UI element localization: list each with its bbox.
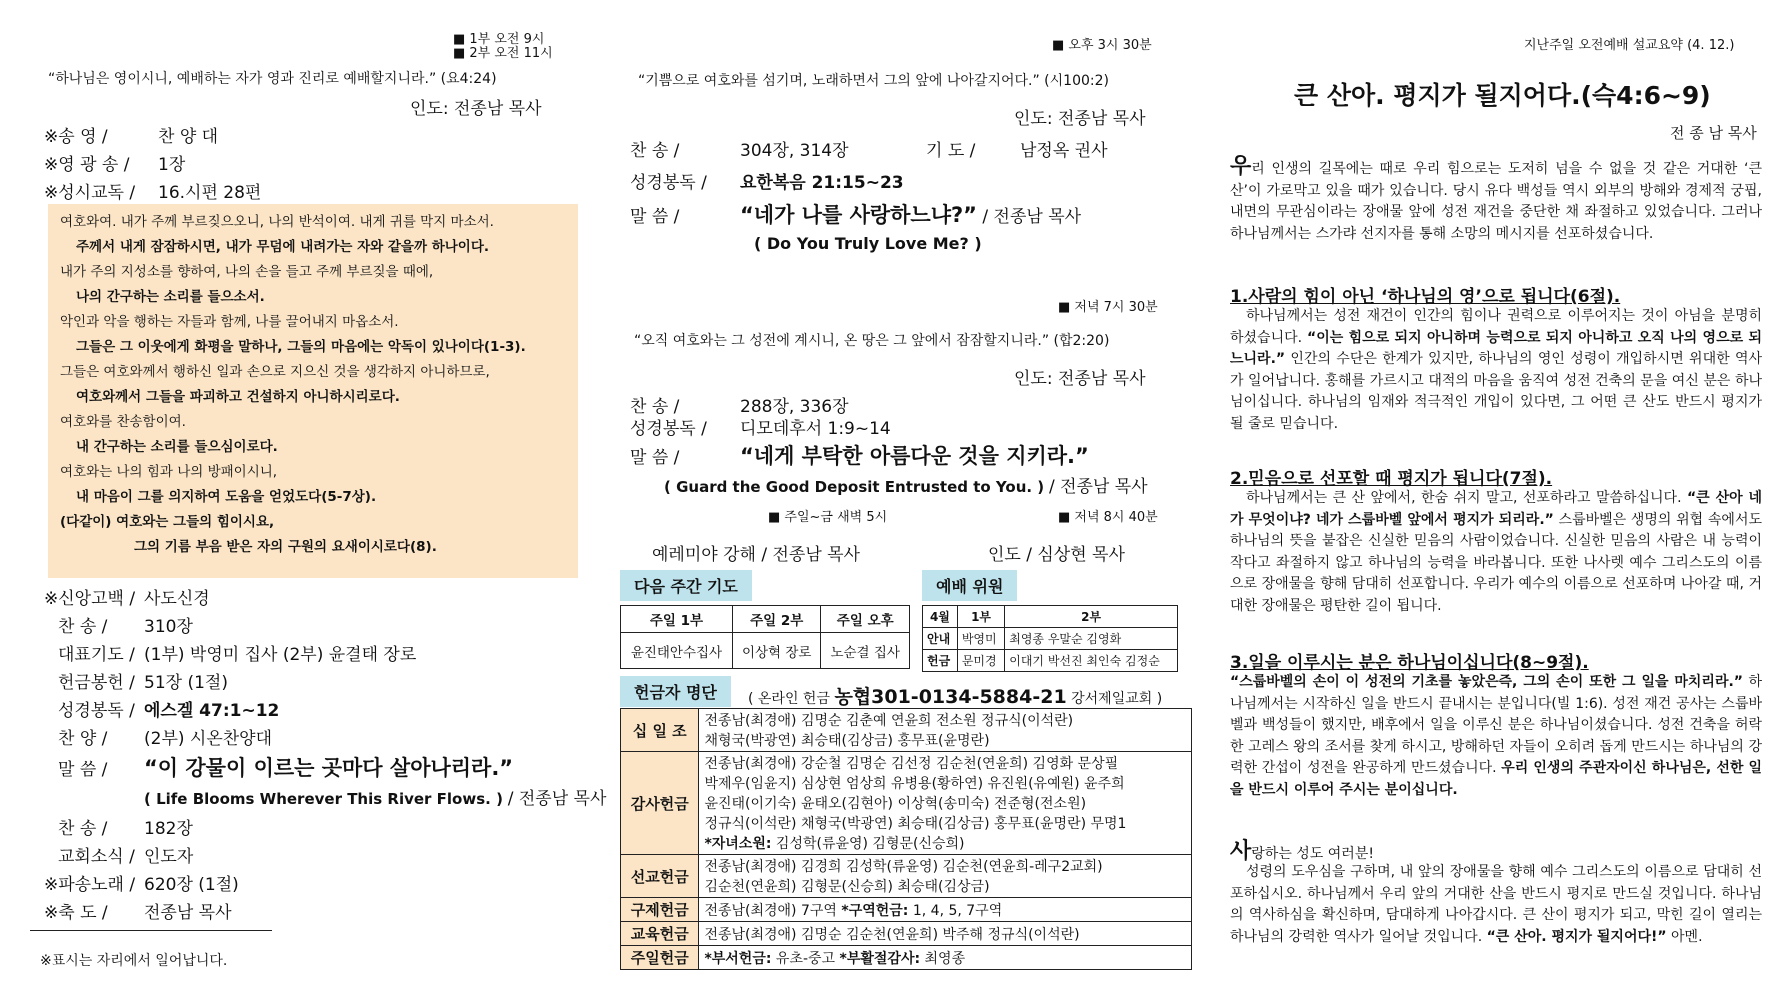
offering-names: 전종남(최경애) 김명순 김춘예 연윤희 전소원 정규식(이석란) 채형국(박광연) 최승태(김상금) 홍무표(윤명란) xyxy=(699,709,1192,752)
offering-names: 전종남(최경애) 7구역 *구역헌금: 1, 4, 5, 7구역 xyxy=(699,898,1192,922)
afternoon-evening-column xyxy=(600,0,1190,1002)
afternoon-scripture: 성경봉독 / 요한복음 21:15~23 xyxy=(630,173,904,193)
table-row xyxy=(621,922,1192,946)
table-row xyxy=(621,898,1192,922)
footnote: ※표시는 자리에서 일어납니다. xyxy=(40,953,228,969)
table-cell: 문미경 xyxy=(957,650,1004,672)
table-header: 주일 1부 xyxy=(621,606,733,633)
summary-section-2-title: 2.믿음으로 선포할 때 평지가 됩니다(7절). xyxy=(1230,469,1553,489)
table-header: 2부 xyxy=(1005,606,1178,628)
table-header: 주일 2부 xyxy=(732,606,821,633)
table-row xyxy=(621,633,910,669)
morning-item-closing-hymn: 찬 송 / 182장 xyxy=(58,819,193,839)
psalm-line: (다같이) 여호와는 그들의 힘이시요, xyxy=(60,514,275,530)
night-time: ■ 저녁 8시 40분 xyxy=(1058,510,1158,525)
morning-item-sending-song: ※파송노래 / 620장 (1절) xyxy=(44,875,239,895)
offering-type: 교육헌금 xyxy=(621,922,699,946)
table-cell: 윤진태안수집사 xyxy=(621,633,733,669)
afternoon-sermon-preacher: / 전종남 목사 xyxy=(982,207,1082,227)
bank-account: 농협301-0134-5884-21 xyxy=(834,686,1067,708)
afternoon-leader: 인도: 전종남 목사 xyxy=(1014,109,1146,129)
evening-sermon-english: ( Guard the Good Deposit Entrusted to You. ) xyxy=(664,478,1045,496)
offering-type: 주일헌금 xyxy=(621,946,699,970)
offering-names: 전종남(최경애) 강순철 김명순 김선정 김순천(연윤희) 김영화 문상필 박제우(임윤지) 심상현 엄상희 유병용(황하연) 유진원(유예원) 윤주희 윤진태(이기숙) 윤태오(김현아) 이상혁(송미숙) 전준형(전소원) 정규식(이석란) 채형국(박광연) 최승태(김상금) 홍무표(윤명란) 무명1 *자녀소원: 김성학(류윤영) 김형문(신승희) xyxy=(699,752,1192,855)
psalm-line: 여호와는 나의 힘과 나의 방패이시니, xyxy=(60,464,278,480)
offering-type: 감사헌금 xyxy=(621,752,699,855)
evening-call-verse: “오직 여호와는 그 성전에 계시니, 온 땅은 그 앞에서 잠잠할지니라.” (합2:20) xyxy=(634,333,1110,349)
morning-item-creed: ※신앙고백 / 사도신경 xyxy=(44,589,210,609)
morning-item-scripture: 성경봉독 / 에스겔 47:1~12 xyxy=(58,701,280,721)
table-cell: 안내 xyxy=(923,628,958,650)
table-row xyxy=(621,946,1192,970)
night-service: 인도 / 심상현 목사 xyxy=(988,545,1125,565)
psalm-line: 여호와를 찬송함이여. xyxy=(60,414,186,430)
morning-item-offering: 헌금봉헌 / 51장 (1절) xyxy=(58,673,228,693)
morning-sermon-english: ( Life Blooms Wherever This River Flows. ) xyxy=(144,790,503,808)
table-header: 1부 xyxy=(957,606,1004,628)
summary-title: 큰 산아. 평지가 될지어다.(슥4:6~9) xyxy=(1294,81,1711,110)
dawn-time: ■ 주일~금 새벽 5시 xyxy=(768,510,888,525)
psalm-line: 나의 간구하는 소리를 들으소서. xyxy=(76,289,265,305)
summary-outro-body: 성령의 도우심을 구하며, 내 앞의 장애물을 향해 예수 그리스도의 이름으로 담대히 선포하십시오. 하나님께서 우리 앞의 거대한 산을 반드시 평지로 만드실 것입니다. 하나님의 역사하심을 확신하며, 담대하게 나아갑시다. 큰 산이 평지가 되고, 막힌 길이 열리는 하나님의 강력한 역사가 일어날 것입니다. “큰 산아. 평지가 될지어다!” 아멘. xyxy=(1230,864,1762,945)
afternoon-hymn-prayer: 찬 송 / 304장, 314장 기 도 / 남정옥 권사 xyxy=(630,141,1108,161)
committee-title: 예배 위원 xyxy=(922,570,1017,601)
psalm-line: 내 마음이 그를 의지하여 도움을 얻었도다(5-7상). xyxy=(76,489,377,505)
psalm-line: 악인과 악을 행하는 자들과 함께, 나를 끌어내지 마옵소서. xyxy=(60,314,399,330)
footnote-divider xyxy=(30,930,272,931)
morning-item-news: 교회소식 / 인도자 xyxy=(58,847,194,867)
psalm-line: 그들은 그 이웃에게 화평을 말하나, 그들의 마음에는 악독이 있나이다(1-3). xyxy=(76,339,526,355)
table-cell: 최영종 우말순 김영화 xyxy=(1005,628,1178,650)
afternoon-sermon: 말 씀 / “네가 나를 사랑하느냐?” / 전종남 목사 xyxy=(630,203,1082,227)
afternoon-sermon-title: “네가 나를 사랑하느냐?” xyxy=(740,203,977,227)
offering-type: 선교헌금 xyxy=(621,855,699,898)
psalm-line: 내 간구하는 소리를 들으심이로다. xyxy=(76,439,278,455)
table-header: 주일 오후 xyxy=(821,606,910,633)
table-header: 4월 xyxy=(923,606,958,628)
morning-time-2: ■ 2부 오전 11시 xyxy=(453,46,553,61)
morning-leader: 인도: 전종남 목사 xyxy=(410,99,542,119)
table-cell: 헌금 xyxy=(923,650,958,672)
offering-names: 전종남(최경애) 김명순 김순천(연윤희) 박주해 정규식(이석란) xyxy=(699,922,1192,946)
table-row xyxy=(621,709,1192,752)
morning-service-column xyxy=(0,0,607,1002)
psalm-line: 여호와여. 내가 주께 부르짖으오니, 나의 반석이여. 내게 귀를 막지 마소서. xyxy=(60,214,494,230)
summary-section-1-body: 하나님께서는 성전 재건이 인간의 힘이나 권력으로 이루어지는 것이 아님을 분명히 하셨습니다. “이는 힘으로 되지 아니하며 능력으로 되지 아니하고 오직 나의 영으로 되느니라.” 인간의 수단은 한계가 있지만, 하나님의 영인 성령이 개입하시면 위대한 역사가 일어납니다. 홍해를 가르시고 대적의 마음을 움직여 성전 건축의 문을 여신 분은 하나님이십니다. 하나님의 임재와 적극적인 개입이 있다면, 그 어떤 큰 산도 반드시 평지가 될 줄로 믿습니다. xyxy=(1230,308,1762,432)
table-cell: 박영미 xyxy=(957,628,1004,650)
morning-item-gloria: ※영 광 송 / 1장 xyxy=(44,155,186,175)
morning-item-responsive-reading: ※성시교독 / 16.시편 28편 xyxy=(44,183,262,203)
table-cell: 이상혁 장로 xyxy=(732,633,821,669)
table-row xyxy=(621,752,1192,855)
evening-hymn: 찬 송 / 288장, 336장 xyxy=(630,397,849,417)
summary-header: 지난주일 오전예배 설교요약 (4. 12.) xyxy=(1524,38,1735,53)
summary-section-3-title: 3.일을 이루시는 분은 하나님이십니다(8~9절). xyxy=(1230,653,1589,673)
morning-time-1: ■ 1부 오전 9시 xyxy=(453,32,545,47)
summary-outro-heading: 사랑하는 성도 여러분! xyxy=(1230,839,1374,864)
psalm-line: 주께서 내게 잠잠하시면, 내가 무덤에 내려가는 자와 같을까 하나이다. xyxy=(76,239,490,255)
morning-call-verse: “하나님은 영이시니, 예배하는 자가 영과 진리로 예배할지니라.” (요4:24) xyxy=(48,71,497,87)
table-row xyxy=(923,628,1178,650)
table-row xyxy=(923,650,1178,672)
psalm-line: 그들은 여호와께서 행하신 일과 손으로 지으신 것을 생각하지 아니하므로, xyxy=(60,364,490,380)
morning-item-choir: 찬 양 / (2부) 시온찬양대 xyxy=(58,729,273,749)
offering-title: 헌금자 명단 xyxy=(620,676,731,707)
psalm-line: 여호와께서 그들을 파괴하고 건설하지 아니하시리로다. xyxy=(76,389,400,405)
evening-sermon-title: “네게 부탁한 아름다운 것을 지키라.” xyxy=(740,444,1089,468)
offering-table xyxy=(620,708,1192,970)
table-row xyxy=(923,606,1178,628)
morning-sermon-title: “이 강물이 이르는 곳마다 살아나리라.” xyxy=(144,756,514,780)
morning-sermon-english-line xyxy=(144,784,606,809)
summary-section-1-title: 1.사람의 힘이 아닌 ‘하나님의 영’으로 됩니다(6절). xyxy=(1230,287,1621,307)
morning-item-benediction: ※축 도 / 전종남 목사 xyxy=(44,903,232,923)
summary-author: 전 종 남 목사 xyxy=(1670,124,1757,142)
sermon-summary-column xyxy=(1210,0,1786,1002)
committee-table xyxy=(922,605,1178,672)
psalm-line: 내가 주의 지성소를 향하여, 나의 손을 들고 주께 부르짖을 때에, xyxy=(60,264,434,280)
summary-section-2-body: 하나님께서는 큰 산 앞에서, 한숨 쉬지 말고, 선포하라고 말씀하십니다. “큰 산아 네가 무엇이냐? 네가 스룹바벨 앞에서 평지가 되리라.” 스룹바벨은 생명의 위협 속에서도 하나님의 뜻을 붙잡은 신실한 믿음의 사람이었습니다. 신실한 믿음의 사람은 내 능력이 작다고 좌절하지 않고 하나님의 능력을 바라봅니다. 또한 나사렛 예수 그리스도의 이름으로 장애물을 향해 담대히 선포합니다. 우리가 예수의 이름으로 선포하며 나아갈 때, 거대한 장애물은 평탄한 길이 됩니다. xyxy=(1230,490,1763,614)
evening-scripture: 성경봉독 / 디모데후서 1:9~14 xyxy=(630,419,891,439)
table-cell: 노순결 집사 xyxy=(821,633,910,669)
summary-intro: 우리 인생의 길목에는 때로 우리 힘으로는 도저히 넘을 수 없을 것 같은 거대한 ‘큰 산’이 가로막고 있을 때가 있습니다. 당시 유다 백성들 역시 외부의 방해와 경제적 궁핍, 내면의 무관심이라는 장애물 앞에 성전 재건을 중단한 채 좌절하고 있었습니다. 그러나 하나님께서는 스가랴 선지자를 통해 소망의 메시지를 선포하셨습니다. xyxy=(1230,154,1762,242)
offering-names: 전종남(최경애) 김경희 김성학(류윤영) 김순천(연윤희-레구2교회) 김순천(연윤희) 김형문(신승희) 최승태(김상금) xyxy=(699,855,1192,898)
online-offering-info: ( 온라인 헌금 농협301-0134-5884-21 강서제일교회 ) xyxy=(748,686,1163,708)
morning-item-hymn: 찬 송 / 310장 xyxy=(58,617,193,637)
offering-type: 십 일 조 xyxy=(621,709,699,752)
next-prayer-table xyxy=(620,605,910,669)
afternoon-sermon-english: ( Do You Truly Love Me? ) xyxy=(754,234,982,253)
evening-sermon: 말 씀 / “네게 부탁한 아름다운 것을 지키라.” xyxy=(630,444,1089,468)
summary-section-3-body: “스룹바벨의 손이 이 성전의 기초를 놓았은즉, 그의 손이 또한 그 일을 마치리라.” 하나님께서는 시작하신 일을 반드시 끝내시는 분입니다(빌 1:6). 성전 재건 공사는 스룹바벨과 백성들이 했지만, 배후에서 일을 이루신 분은 하나님이셨습니다. 성전 건축을 허락한 고레스 왕의 조서를 찾게 하시고, 방해하던 자들이 오히려 돕게 만드시는 하나님의 강력한 간섭이 성전을 완공하게 만드셨습니다. 우리 인생의 주관자이신 하나님은, 선한 일을 반드시 이루어 주시는 분이십니다. xyxy=(1230,674,1762,798)
table-row xyxy=(621,855,1192,898)
table-cell: 이대기 박선진 최인숙 김정순 xyxy=(1005,650,1178,672)
dawn-service: 예레미야 강해 / 전종남 목사 xyxy=(652,545,860,565)
morning-item-doxology: ※송 영 / 찬 양 대 xyxy=(44,127,219,147)
morning-item-prayer: 대표기도 / (1부) 박영미 집사 (2부) 윤결태 장로 xyxy=(58,645,417,665)
evening-sermon-english-line xyxy=(664,472,1148,497)
psalm-line: 그의 기름 부음 받은 자의 구원의 요새이시로다(8). xyxy=(134,539,437,555)
afternoon-time: ■ 오후 3시 30분 xyxy=(1052,38,1152,53)
offering-names: *부서헌금: 유초-중고 *부활절감사: 최영종 xyxy=(699,946,1192,970)
table-row xyxy=(621,606,910,633)
afternoon-call-verse: “기쁨으로 여호와를 섬기며, 노래하면서 그의 앞에 나아갈지어다.” (시100:2) xyxy=(638,73,1109,89)
evening-time: ■ 저녁 7시 30분 xyxy=(1058,300,1158,315)
psalm-reading-box xyxy=(48,204,578,578)
next-prayer-title: 다음 주간 기도 xyxy=(620,570,752,601)
morning-sermon-preacher: / 전종남 목사 xyxy=(507,789,607,809)
evening-leader: 인도: 전종남 목사 xyxy=(1014,369,1146,389)
offering-type: 구제헌금 xyxy=(621,898,699,922)
morning-item-sermon: 말 씀 / “이 강물이 이르는 곳마다 살아나리라.” xyxy=(58,756,514,780)
evening-sermon-preacher: / 전종남 목사 xyxy=(1048,477,1148,497)
